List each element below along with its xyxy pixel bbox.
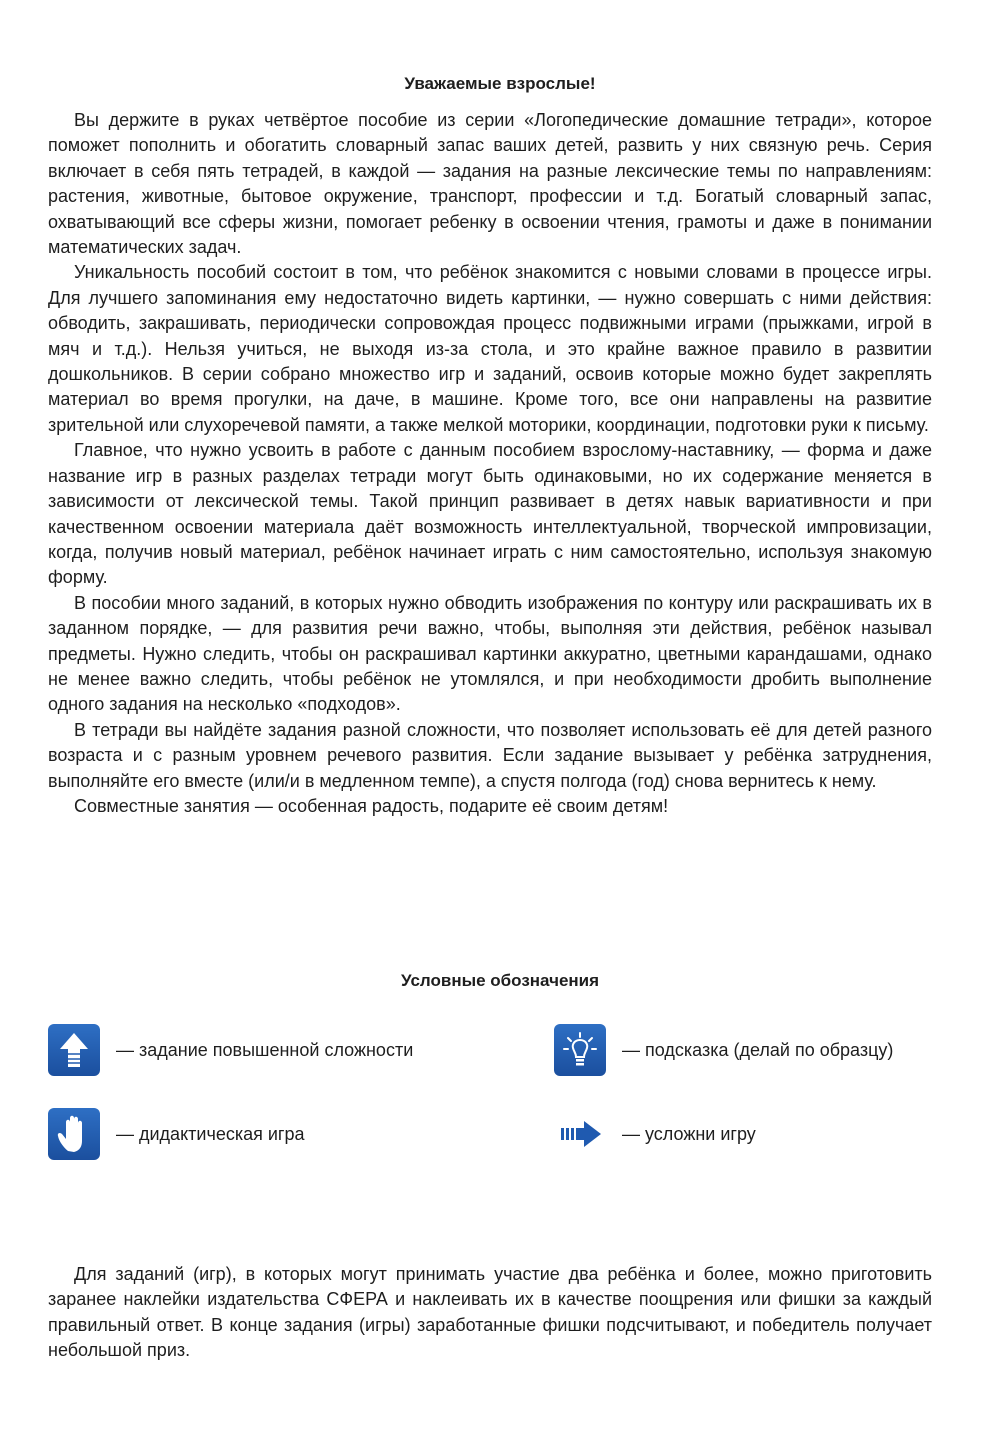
hand-icon [48, 1108, 100, 1160]
legend-text: — подсказка (делай по образцу) [622, 1039, 894, 1060]
paragraph: Уникальность пособий состоит в том, что ребёнок знакомится с новыми словами в процессе игры. Для лучшего запоминания ему недостаточно видеть картинки, — нужно совершать с ними действия: обводить, закрашивать, периодически сопровождая процесс подвижными играми (прыжками, игрой в мяч и т.д.). Нельзя учиться, не выходя из-за стола, и это крайне важное правило в развитии дошкольников. В серии собрано множество игр и заданий, освоив которые можно будет закреплять материал во время прогулки, на даче, в машине. Кроме того, все они направлены на развитие зрительной или слухоречевой памяти, а также мелкой моторики, координации, подготовки руки к письму. [48, 262, 932, 435]
intro-text [48, 108, 932, 819]
arrow-up-icon [48, 1024, 100, 1076]
legend-text: — дидактическая игра [116, 1123, 305, 1144]
legend-text: — задание повышенной сложности [116, 1039, 414, 1060]
paragraph: В тетради вы найдёте задания разной сложности, что позволяет использовать её для детей разного возраста и с разным уровнем речевого развития. Если задание вызывает у ребёнка затруднения, выполняйте его вместе (или/и в медленном темпе), а спустя полгода (год) снова вернитесь к нему. [48, 719, 932, 791]
paragraph: В пособии много заданий, в которых нужно обводить изображения по контуру или раскрашивать их в заданном порядке, — для развития речи важно, чтобы, выполняя эти действия, ребёнок называл предметы. Нужно следить, чтобы он раскрашивал картинки аккуратно, цветными карандашами, однако не менее важно следить, чтобы ребёнок не утомлялся, и при необходимости дробить выполнение одного задания на несколько «подходов». [48, 592, 932, 715]
legend-item-harder-task [48, 1024, 413, 1076]
legend-text: — усложни игру [622, 1123, 756, 1144]
arrow-right-icon [554, 1108, 606, 1160]
paragraph: Вы держите в руках четвёртое пособие из серии «Логопедические домашние тетради», которое поможет пополнить и обогатить словарный запас ваших детей, развить у них связную речь. Серия включает в себя пять тетрадей, в каждой — задания на разные лексические темы по направлениям: растения, животные, бытовое окружение, транспорт, профессии и т.д. Богатый словарный запас, охватывающий все сферы жизни, помогает ребенку в освоении чтения, грамоты и даже в понимании математических задач. [48, 110, 932, 258]
paragraph: Главное, что нужно усвоить в работе с данным пособием взрослому-наставнику, — форма и даже название игр в разных разделах тетради могут быть одинаковыми, но их содержание меняется в зависимости от лексической темы. Такой принцип развивает в детях навык вариативности и при качественном освоении материала даёт возможность интеллектуальной, творческой импровизации, когда, получив новый материал, ребёнок начинает играть с ним самостоятельно, используя знакомую форму. [48, 440, 932, 588]
legend-item-make-harder [554, 1108, 756, 1160]
legend-item-didactic-game [48, 1108, 305, 1160]
legend-item-hint [554, 1024, 893, 1076]
paragraph: Совместные занятия — особенная радость, подарите её своим детям! [74, 795, 669, 816]
footer-text: Для заданий (игр), в которых могут принимать участие два ребёнка и более, можно приготовить заранее наклейки издательства СФЕРА и наклеивать их в качестве поощрения или фишки за каждый правильный ответ. В конце задания (игры) заработанные фишки подсчитывают, и победитель получает небольшой приз. [48, 1264, 932, 1361]
page-title: Уважаемые взрослые! [404, 74, 596, 93]
legend-title: Условные обозначения [400, 971, 600, 990]
lightbulb-icon [554, 1024, 606, 1076]
